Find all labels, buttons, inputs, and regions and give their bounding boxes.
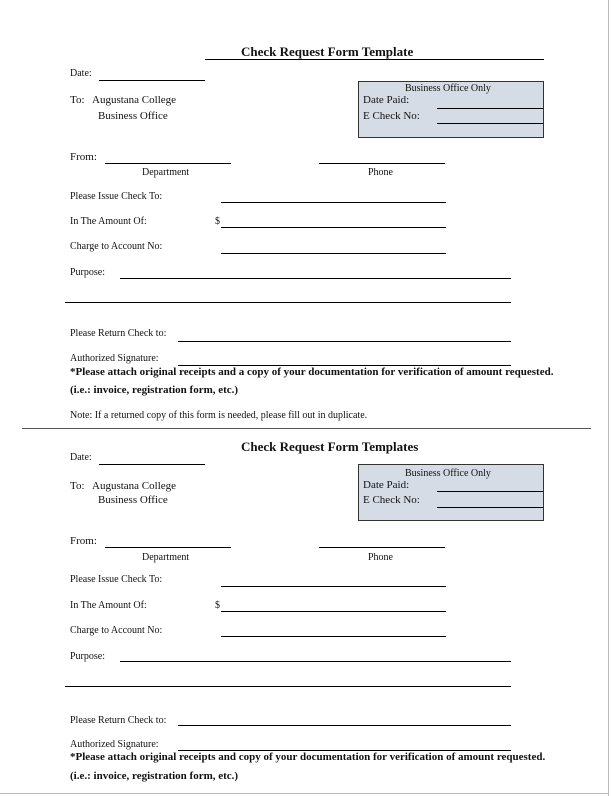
attach-note: *Please attach original receipts and a copy of your documentation for verification of amount requested.	[70, 366, 554, 378]
attach-note-examples: (i.e.: invoice, registration form, etc.)	[70, 384, 239, 396]
amount-label: In The Amount Of:	[70, 216, 147, 227]
phone-label: Phone	[368, 167, 393, 178]
date-paid-label: Date Paid:	[363, 479, 410, 491]
to-department: Business Office	[98, 494, 168, 506]
purpose-field-continued[interactable]	[65, 302, 511, 303]
signature-label: Authorized Signature:	[70, 353, 159, 364]
return-label: Please Return Check to:	[70, 328, 167, 339]
department-label: Department	[142, 552, 190, 563]
date-label: Date:	[70, 452, 92, 463]
page-border-right	[608, 0, 609, 796]
from-label: From:	[70, 535, 97, 547]
return-field[interactable]	[178, 341, 511, 342]
e-check-label: E Check No:	[363, 494, 420, 506]
form-title: Check Request Form Templates	[241, 439, 419, 454]
phone-field[interactable]	[319, 547, 445, 548]
department-label: Department	[142, 167, 190, 178]
e-check-field[interactable]	[437, 507, 543, 508]
purpose-field[interactable]	[120, 278, 511, 279]
e-check-field[interactable]	[437, 123, 543, 124]
return-label: Please Return Check to:	[70, 715, 167, 726]
purpose-field[interactable]	[120, 661, 511, 662]
amount-field[interactable]	[221, 227, 446, 228]
cut-line	[22, 428, 591, 429]
date-paid-field[interactable]	[437, 491, 543, 492]
to-recipient: Augustana College	[92, 480, 177, 492]
return-field[interactable]	[178, 725, 511, 726]
to-label: To:	[70, 480, 85, 492]
account-label: Charge to Account No:	[70, 241, 163, 252]
date-paid-label: Date Paid:	[363, 94, 410, 106]
e-check-label: E Check No:	[363, 110, 420, 122]
to-recipient: Augustana College	[92, 94, 177, 106]
page-border-bottom	[0, 793, 609, 794]
amount-label: In The Amount Of:	[70, 600, 147, 611]
attach-note: *Please attach original receipts and copy of your documentation for verification of amount requested.	[70, 751, 546, 763]
signature-label: Authorized Signature:	[70, 739, 159, 750]
business-office-heading: Business Office Only	[405, 468, 491, 479]
attach-note-examples: (i.e.: invoice, registration form, etc.)	[70, 770, 239, 782]
phone-label: Phone	[368, 552, 393, 563]
department-field[interactable]	[105, 547, 231, 548]
account-field[interactable]	[221, 253, 446, 254]
purpose-label: Purpose:	[70, 651, 105, 662]
account-field[interactable]	[221, 636, 446, 637]
to-department: Business Office	[98, 110, 168, 122]
from-label: From:	[70, 151, 97, 163]
phone-field[interactable]	[319, 163, 445, 164]
date-field[interactable]	[99, 464, 205, 465]
date-field[interactable]	[99, 80, 205, 81]
purpose-label: Purpose:	[70, 267, 105, 278]
date-paid-field[interactable]	[437, 108, 543, 109]
issue-to-field[interactable]	[221, 586, 446, 587]
account-label: Charge to Account No:	[70, 625, 163, 636]
form-title: Check Request Form Template	[241, 44, 414, 59]
duplicate-note: Note: If a returned copy of this form is needed, please fill out in duplicate.	[70, 410, 368, 421]
business-office-heading: Business Office Only	[405, 83, 491, 94]
issue-to-label: Please Issue Check To:	[70, 191, 163, 202]
department-field[interactable]	[105, 163, 231, 164]
date-label: Date:	[70, 68, 92, 79]
amount-field[interactable]	[221, 611, 446, 612]
issue-to-field[interactable]	[221, 202, 446, 203]
to-label: To:	[70, 94, 85, 106]
issue-to-label: Please Issue Check To:	[70, 574, 163, 585]
dollar-sign: $	[215, 216, 220, 227]
dollar-sign: $	[215, 600, 220, 611]
purpose-field-continued[interactable]	[65, 686, 511, 687]
title-underline	[205, 59, 544, 60]
